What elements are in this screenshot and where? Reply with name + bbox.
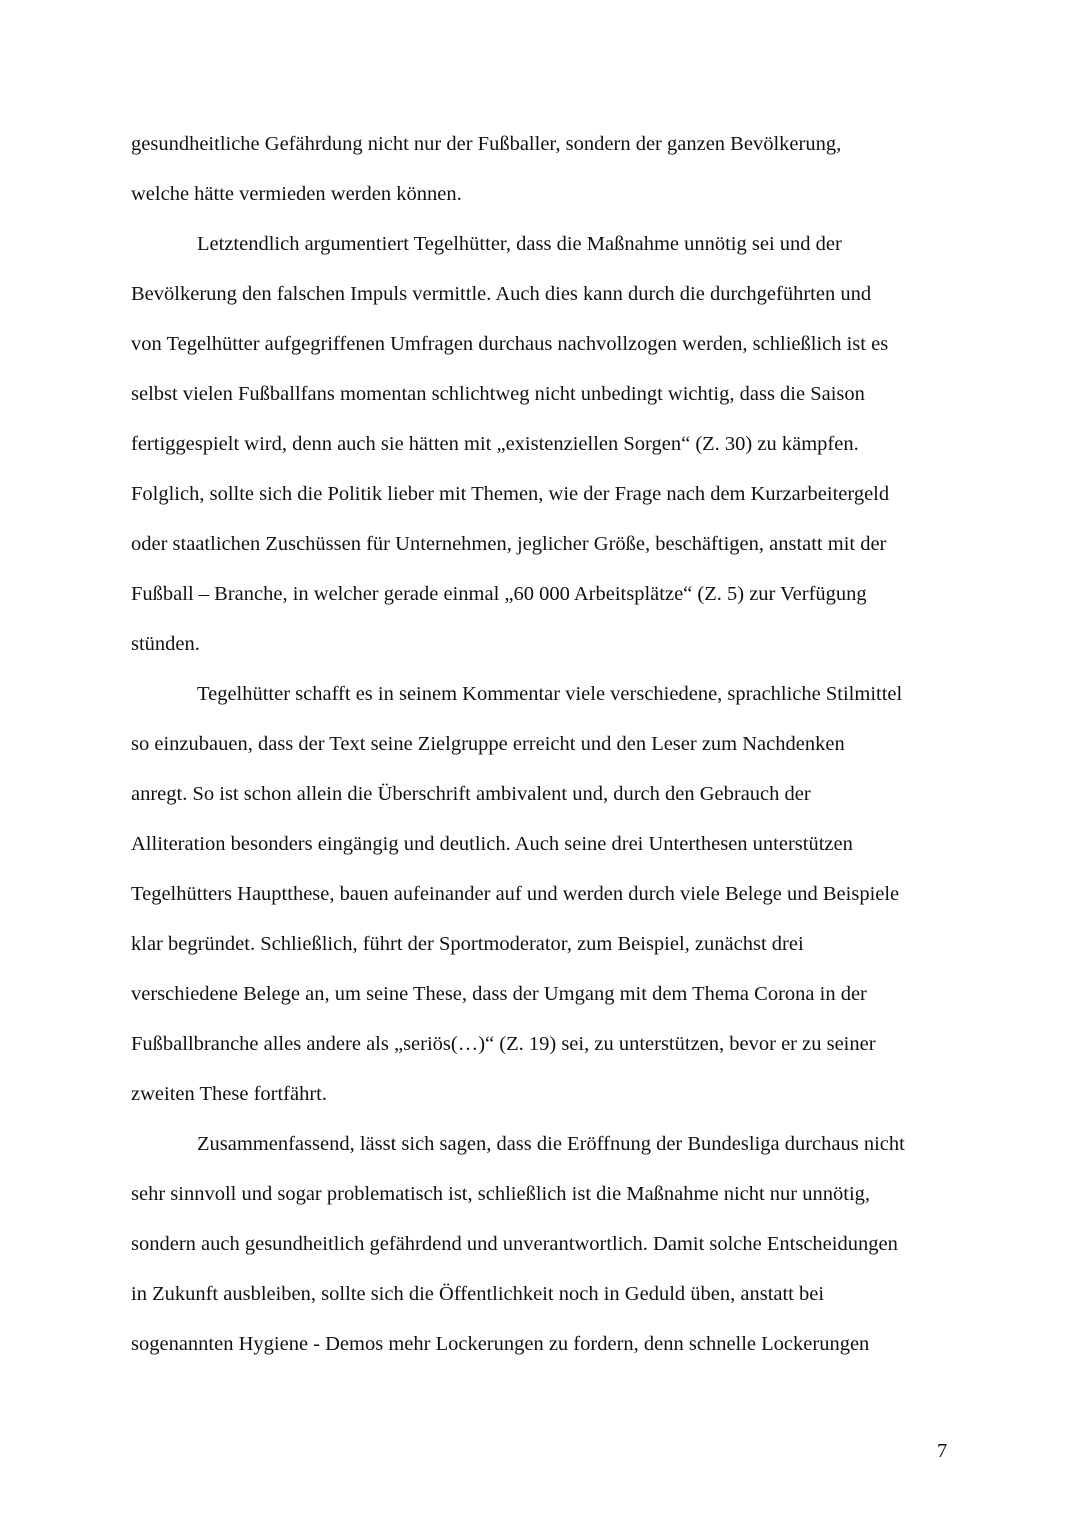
text-line-1: gesundheitliche Gefährdung nicht nur der Fußballer, sondern der ganzen Bevölkerung, xyxy=(131,133,842,155)
text-line-5: von Tegelhütter aufgegriffenen Umfragen durchaus nachvollzogen werden, schließlich ist es xyxy=(131,333,889,355)
text-line-17: klar begründet. Schließlich, führt der Sportmoderator, zum Beispiel, zunächst drei xyxy=(131,933,804,955)
text-line-13: so einzubauen, dass der Text seine Zielgruppe erreicht und den Leser zum Nachdenken xyxy=(131,733,845,755)
text-line-22: sehr sinnvoll und sogar problematisch ist, schließlich ist die Maßnahme nicht nur unnötig, xyxy=(131,1183,871,1205)
text-line-8: Folglich, sollte sich die Politik lieber mit Themen, wie der Frage nach dem Kurzarbeitergeld xyxy=(131,483,890,505)
text-line-14: anregt. So ist schon allein die Überschrift ambivalent und, durch den Gebrauch der xyxy=(131,783,811,805)
text-line-15: Alliteration besonders eingängig und deutlich. Auch seine drei Unterthesen unterstützen xyxy=(131,833,853,855)
text-line-25: sogenannten Hygiene - Demos mehr Lockerungen zu fordern, denn schnelle Lockerungen xyxy=(131,1333,870,1355)
text-line-23: sondern auch gesundheitlich gefährdend und unverantwortlich. Damit solche Entscheidungen xyxy=(131,1233,898,1255)
text-line-10: Fußball – Branche, in welcher gerade einmal „60 000 Arbeitsplätze“ (Z. 5) zur Verfügung xyxy=(131,583,867,605)
text-line-11: stünden. xyxy=(131,633,200,655)
text-line-24: in Zukunft ausbleiben, sollte sich die Öffentlichkeit noch in Geduld üben, anstatt bei xyxy=(131,1283,825,1305)
text-line-6: selbst vielen Fußballfans momentan schlichtweg nicht unbedingt wichtig, dass die Saison xyxy=(131,383,865,405)
text-line-20: zweiten These fortfährt. xyxy=(131,1083,327,1105)
paragraph-start-line-21: Zusammenfassend, lässt sich sagen, dass die Eröffnung der Bundesliga durchaus nicht xyxy=(197,1133,905,1155)
text-line-2: welche hätte vermieden werden können. xyxy=(131,183,462,205)
paragraph-start-line-3: Letztendlich argumentiert Tegelhütter, dass die Maßnahme unnötig sei und der xyxy=(197,233,842,255)
text-line-4: Bevölkerung den falschen Impuls vermittle. Auch dies kann durch die durchgeführten und xyxy=(131,283,872,305)
text-line-19: Fußballbranche alles andere als „seriös(…)“ (Z. 19) sei, zu unterstützen, bevor er zu seiner xyxy=(131,1033,876,1055)
paragraph-start-line-12: Tegelhütter schafft es in seinem Kommentar viele verschiedene, sprachliche Stilmittel xyxy=(197,683,903,705)
page-number: 7 xyxy=(937,1440,948,1462)
text-line-18: verschiedene Belege an, um seine These, dass der Umgang mit dem Thema Corona in der xyxy=(131,983,867,1005)
text-line-7: fertiggespielt wird, denn auch sie hätten mit „existenziellen Sorgen“ (Z. 30) zu kämpfen. xyxy=(131,433,859,455)
text-line-9: oder staatlichen Zuschüssen für Unternehmen, jeglicher Größe, beschäftigen, anstatt mit der xyxy=(131,533,887,555)
text-line-16: Tegelhütters Hauptthese, bauen aufeinander auf und werden durch viele Belege und Beispiele xyxy=(131,883,900,905)
